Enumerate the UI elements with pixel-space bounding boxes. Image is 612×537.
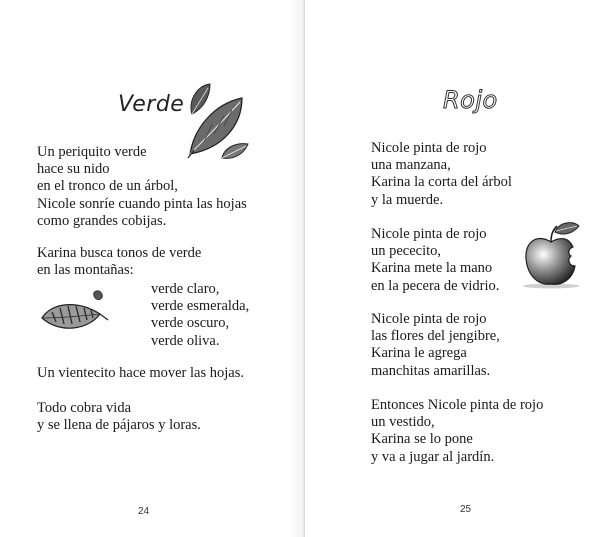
poem-line: Entonces Nicole pinta de rojo <box>371 397 544 413</box>
poem-line: Nicole pinta de rojo <box>371 311 487 327</box>
poem-line: manchitas amarillas. <box>371 362 491 379</box>
poem-line: en la pecera de vidrio. <box>371 277 500 294</box>
poem-line: Karina mete la mano <box>371 260 493 277</box>
poem-line: Nicole pinta de rojo <box>371 140 487 156</box>
fallen-leaf-icon <box>38 290 114 340</box>
bitten-apple-icon <box>521 220 585 290</box>
page-number-right: 25 <box>460 504 472 515</box>
poem-line: Todo cobra vida <box>37 400 132 416</box>
stanza-3 <box>151 281 249 350</box>
poem-line: Un periquito verde <box>37 144 147 160</box>
page-title-verde: Verde <box>118 92 185 117</box>
stanza-4 <box>37 365 244 382</box>
stanza-1 <box>37 144 247 230</box>
poem-line: verde oliva. <box>151 332 220 349</box>
poem-line: como grandes cobijas. <box>37 212 167 229</box>
poem-line: un vestido, <box>371 414 435 431</box>
poem-line: y va a jugar al jardín. <box>371 448 495 465</box>
poem-line: Nicole pinta de rojo <box>371 226 487 242</box>
poem-line: Un vientecito hace mover las hojas. <box>37 365 244 381</box>
stanza-3 <box>371 311 500 380</box>
poem-line: Karina busca tonos de verde <box>37 245 202 261</box>
stanza-1 <box>371 140 512 209</box>
stanza-2 <box>371 226 499 295</box>
poem-line: las flores del jengibre, <box>371 328 500 345</box>
page-number-left: 24 <box>138 506 150 517</box>
poem-line: verde esmeralda, <box>151 298 250 315</box>
left-page <box>0 0 305 537</box>
poem-line: hace su nido <box>37 161 110 178</box>
poem-line: en el tronco de un árbol, <box>37 178 178 195</box>
poem-line: una manzana, <box>371 157 451 174</box>
poem-line: y se llena de pájaros y loras. <box>37 417 201 434</box>
poem-line: Karina la corta del árbol <box>371 174 512 191</box>
poem-line: en las montañas: <box>37 262 134 279</box>
poem-line: verde claro, <box>151 281 220 297</box>
poem-line: Nicole sonríe cuando pinta las hojas <box>37 195 247 212</box>
stanza-2 <box>37 245 201 279</box>
right-page <box>305 0 612 537</box>
poem-line: un pececito, <box>371 243 442 260</box>
stanza-5 <box>37 400 201 434</box>
poem-line: Karina se lo pone <box>371 431 473 448</box>
stanza-4 <box>371 397 543 466</box>
page-title-rojo: Rojo <box>443 86 498 114</box>
poem-line: Karina le agrega <box>371 345 467 362</box>
gutter-shadow <box>289 0 303 537</box>
poem-line: verde oscuro, <box>151 315 230 332</box>
poem-line: y la muerde. <box>371 191 444 208</box>
